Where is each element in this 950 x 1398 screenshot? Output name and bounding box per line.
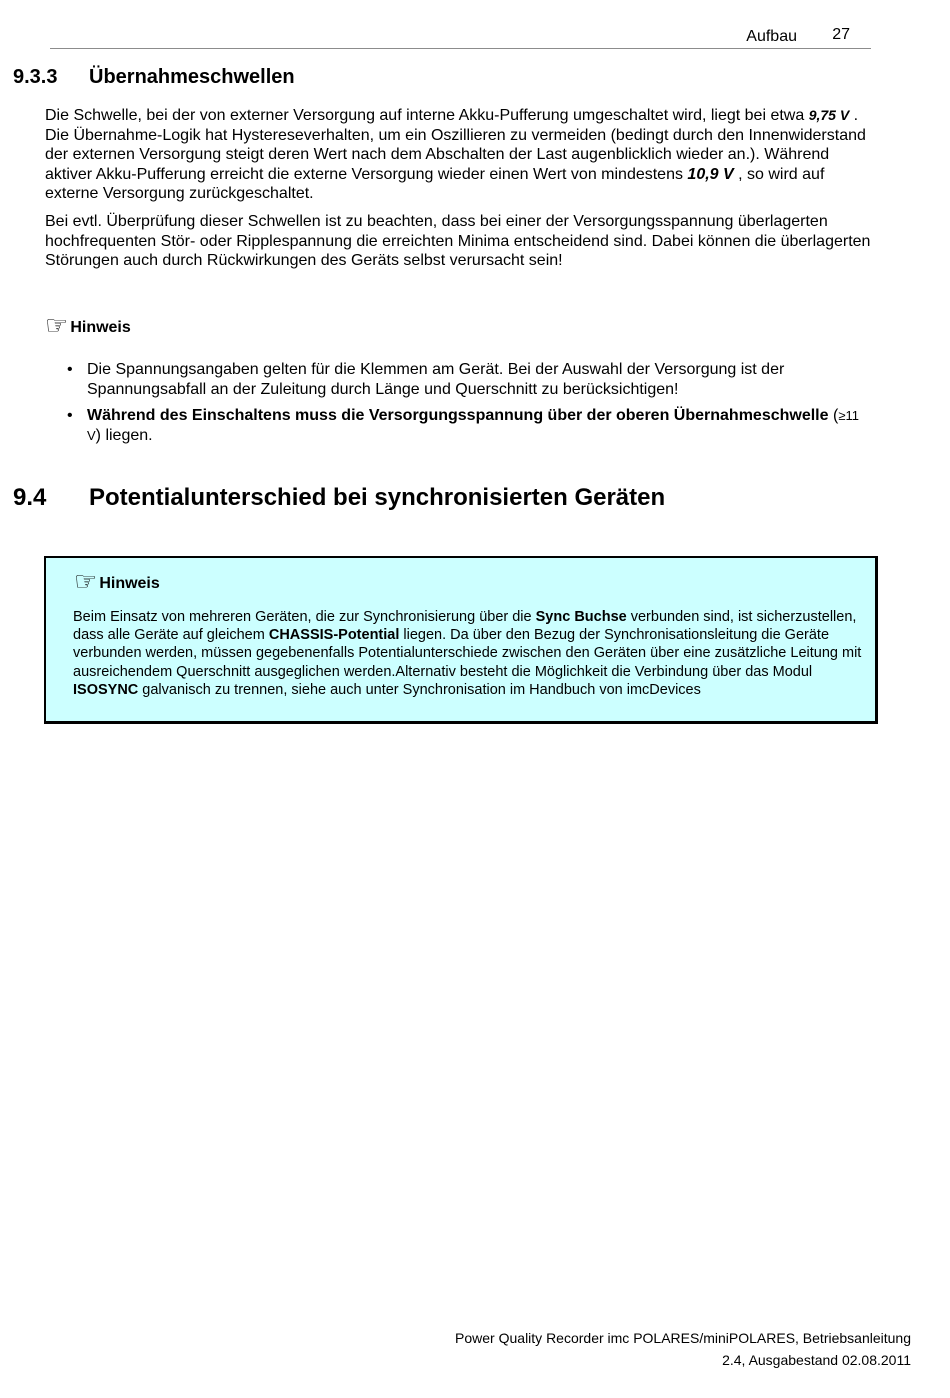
- section-number: 9.4: [13, 484, 47, 511]
- footer-edition: 2.4, Ausgabestand 02.08.2011: [722, 1352, 911, 1368]
- hint-box-text: [73, 608, 869, 699]
- text-run: Die Schwelle, bei der von externer Versorgung auf interne Akku-Pufferung umgeschaltet wird, liegt bei etwa: [45, 107, 809, 124]
- header-section-title: Aufbau: [746, 28, 797, 45]
- footer-document-title: Power Quality Recorder imc POLARES/miniPOLARES, Betriebsanleitung: [455, 1330, 911, 1346]
- page-number: 27: [832, 26, 850, 43]
- text-run: (: [828, 407, 839, 424]
- hint-label: Hinweis: [99, 575, 160, 592]
- pointing-hand-icon: ☞: [45, 310, 69, 340]
- lower-threshold-value: 9,75 V: [808, 107, 850, 123]
- list-item: [45, 406, 875, 445]
- chassis-potential-term: CHASSIS-Potential: [268, 627, 400, 644]
- list-item-text: Die Spannungsangaben gelten für die Klemmen am Gerät. Bei der Auswahl der Versorgung ist der Spannungsabfall an der Zuleitung durch Länge und Querschnitt zu berücksichtigen!: [87, 361, 785, 398]
- subsection-heading: [13, 66, 295, 89]
- threshold-paragraph: [45, 106, 875, 204]
- section-heading: [13, 484, 665, 512]
- hint-heading: [45, 312, 131, 338]
- page-footer: [455, 1327, 911, 1371]
- hint-box: [44, 556, 878, 724]
- subsection-number: 9.3.3: [13, 66, 58, 88]
- subsection-title: Übernahmeschwellen: [89, 66, 295, 88]
- pointing-hand-icon: ☞: [74, 566, 98, 596]
- upper-threshold-value: 10,9 V: [687, 165, 734, 183]
- bullet-icon: •: [67, 407, 73, 424]
- hint-bullet-list: [45, 360, 875, 452]
- hint-label: Hinweis: [70, 319, 131, 336]
- isosync-term: ISOSYNC: [73, 681, 139, 698]
- list-item-bold-text: Während des Einschaltens muss die Versorgungsspannung über der oberen Übernahmeschwelle: [87, 407, 829, 424]
- ripple-paragraph: Bei evtl. Überprüfung dieser Schwellen ist zu beachten, dass bei einer der Versorgungsspannung überlagerten hochfrequenten Stör- oder Ripplespannung die erreichten Minima entscheidend sind. Dabei können die überlagerten Störungen auch durch Rückwirkungen des Geräts selbst verursacht sein!: [45, 213, 871, 269]
- text-run: verbunden sind, ist sicherzustellen, dass alle Geräte auf gleichem: [73, 609, 857, 644]
- list-item: [45, 360, 875, 399]
- text-run: liegen. Da über den Bezug der Synchronisationsleitung die Geräte verbunden werden, müssen gegebenenfalls Potentialunterschiede zwischen den Geräten über eine zusätzliche Leitung mit ausreichendem Querschnitt ausgeglichen werden.Alternativ besteht die Möglichkeit die Verbindung über das Modul: [73, 627, 862, 680]
- text-run: galvanisch zu trennen, siehe auch unter Synchronisation im Handbuch von imcDevices: [138, 681, 701, 698]
- text-run: ) liegen.: [95, 426, 153, 444]
- sync-socket-term: Sync Buchse: [535, 609, 627, 625]
- section-title: Potentialunterschied bei synchronisierten Geräten: [89, 484, 666, 511]
- text-run: , so wird auf externe Versorgung zurückgeschaltet.: [45, 165, 825, 202]
- bullet-icon: •: [67, 361, 73, 378]
- text-run: Beim Einsatz von mehreren Geräten, die zur Synchronisierung über die: [73, 609, 536, 625]
- greater-equal-symbol: ≥: [838, 408, 846, 423]
- page-header: [50, 26, 871, 49]
- hint-box-heading: [74, 568, 160, 594]
- text-run: . Die Übernahme-Logik hat Hystereseverhalten, um ein Oszillieren zu vermeiden (bedingt durch den Innenwiderstand der externen Versorgung steigt deren Wert nach dem Abschalten der Last augenblicklich wieder an.). Während aktiver Akku-Pufferung erreicht die externe Versorgung wieder einen Wert von mindestens: [45, 107, 866, 183]
- voltage-value: 11 V: [87, 408, 859, 443]
